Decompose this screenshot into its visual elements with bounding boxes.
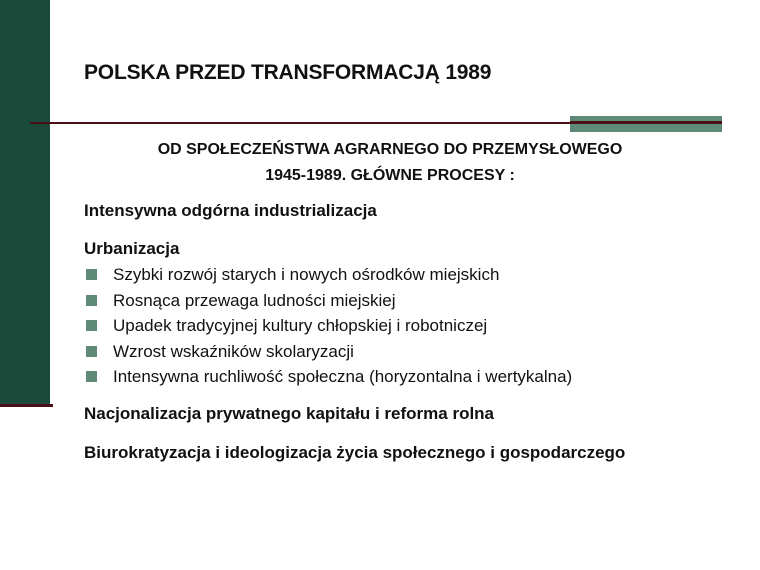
title-accent-stripe [570, 121, 722, 124]
subheading-line-1: OD SPOŁECZEŃSTWA AGRARNEGO DO PRZEMYSŁOWEGO [157, 141, 623, 158]
title-accent-block [570, 116, 722, 132]
section-subheading [80, 137, 700, 189]
urbanization-bullet-list [86, 264, 572, 392]
square-bullet-icon [86, 346, 97, 357]
list-item [86, 366, 572, 392]
list-item [86, 264, 572, 290]
list-item [86, 315, 572, 341]
slide-title: POLSKA PRZED TRANSFORMACJĄ 1989 [84, 61, 492, 84]
bullet-text: Intensywna ruchliwość społeczna (horyzontalna i wertykalna) [113, 367, 573, 386]
point-industrialization: Intensywna odgórna industrializacja [84, 201, 377, 220]
square-bullet-icon [86, 269, 97, 280]
subheading-line-2: 1945-1989. GŁÓWNE PROCESY : [265, 167, 515, 184]
bullet-text: Upadek tradycyjnej kultury chłopskiej i robotniczej [113, 316, 488, 335]
bullet-text: Rosnąca przewaga ludności miejskiej [113, 290, 396, 310]
sidebar-bottom-rule [0, 404, 53, 407]
bullet-text: Szybki rozwój starych i nowych ośrodków miejskich [113, 265, 500, 284]
bullet-text: Wzrost wskaźników skolaryzacji [113, 341, 354, 361]
point-urbanization: Urbanizacja [84, 239, 180, 258]
point-bureaucratization: Biurokratyzacja i ideologizacja życia społecznego i gospodarczego [84, 443, 626, 462]
list-item [86, 341, 572, 367]
square-bullet-icon [86, 320, 97, 331]
square-bullet-icon [86, 295, 97, 306]
square-bullet-icon [86, 371, 97, 382]
sidebar-decoration [0, 0, 50, 405]
point-nationalization: Nacjonalizacja prywatnego kapitału i reforma rolna [84, 404, 495, 423]
list-item [86, 290, 572, 316]
